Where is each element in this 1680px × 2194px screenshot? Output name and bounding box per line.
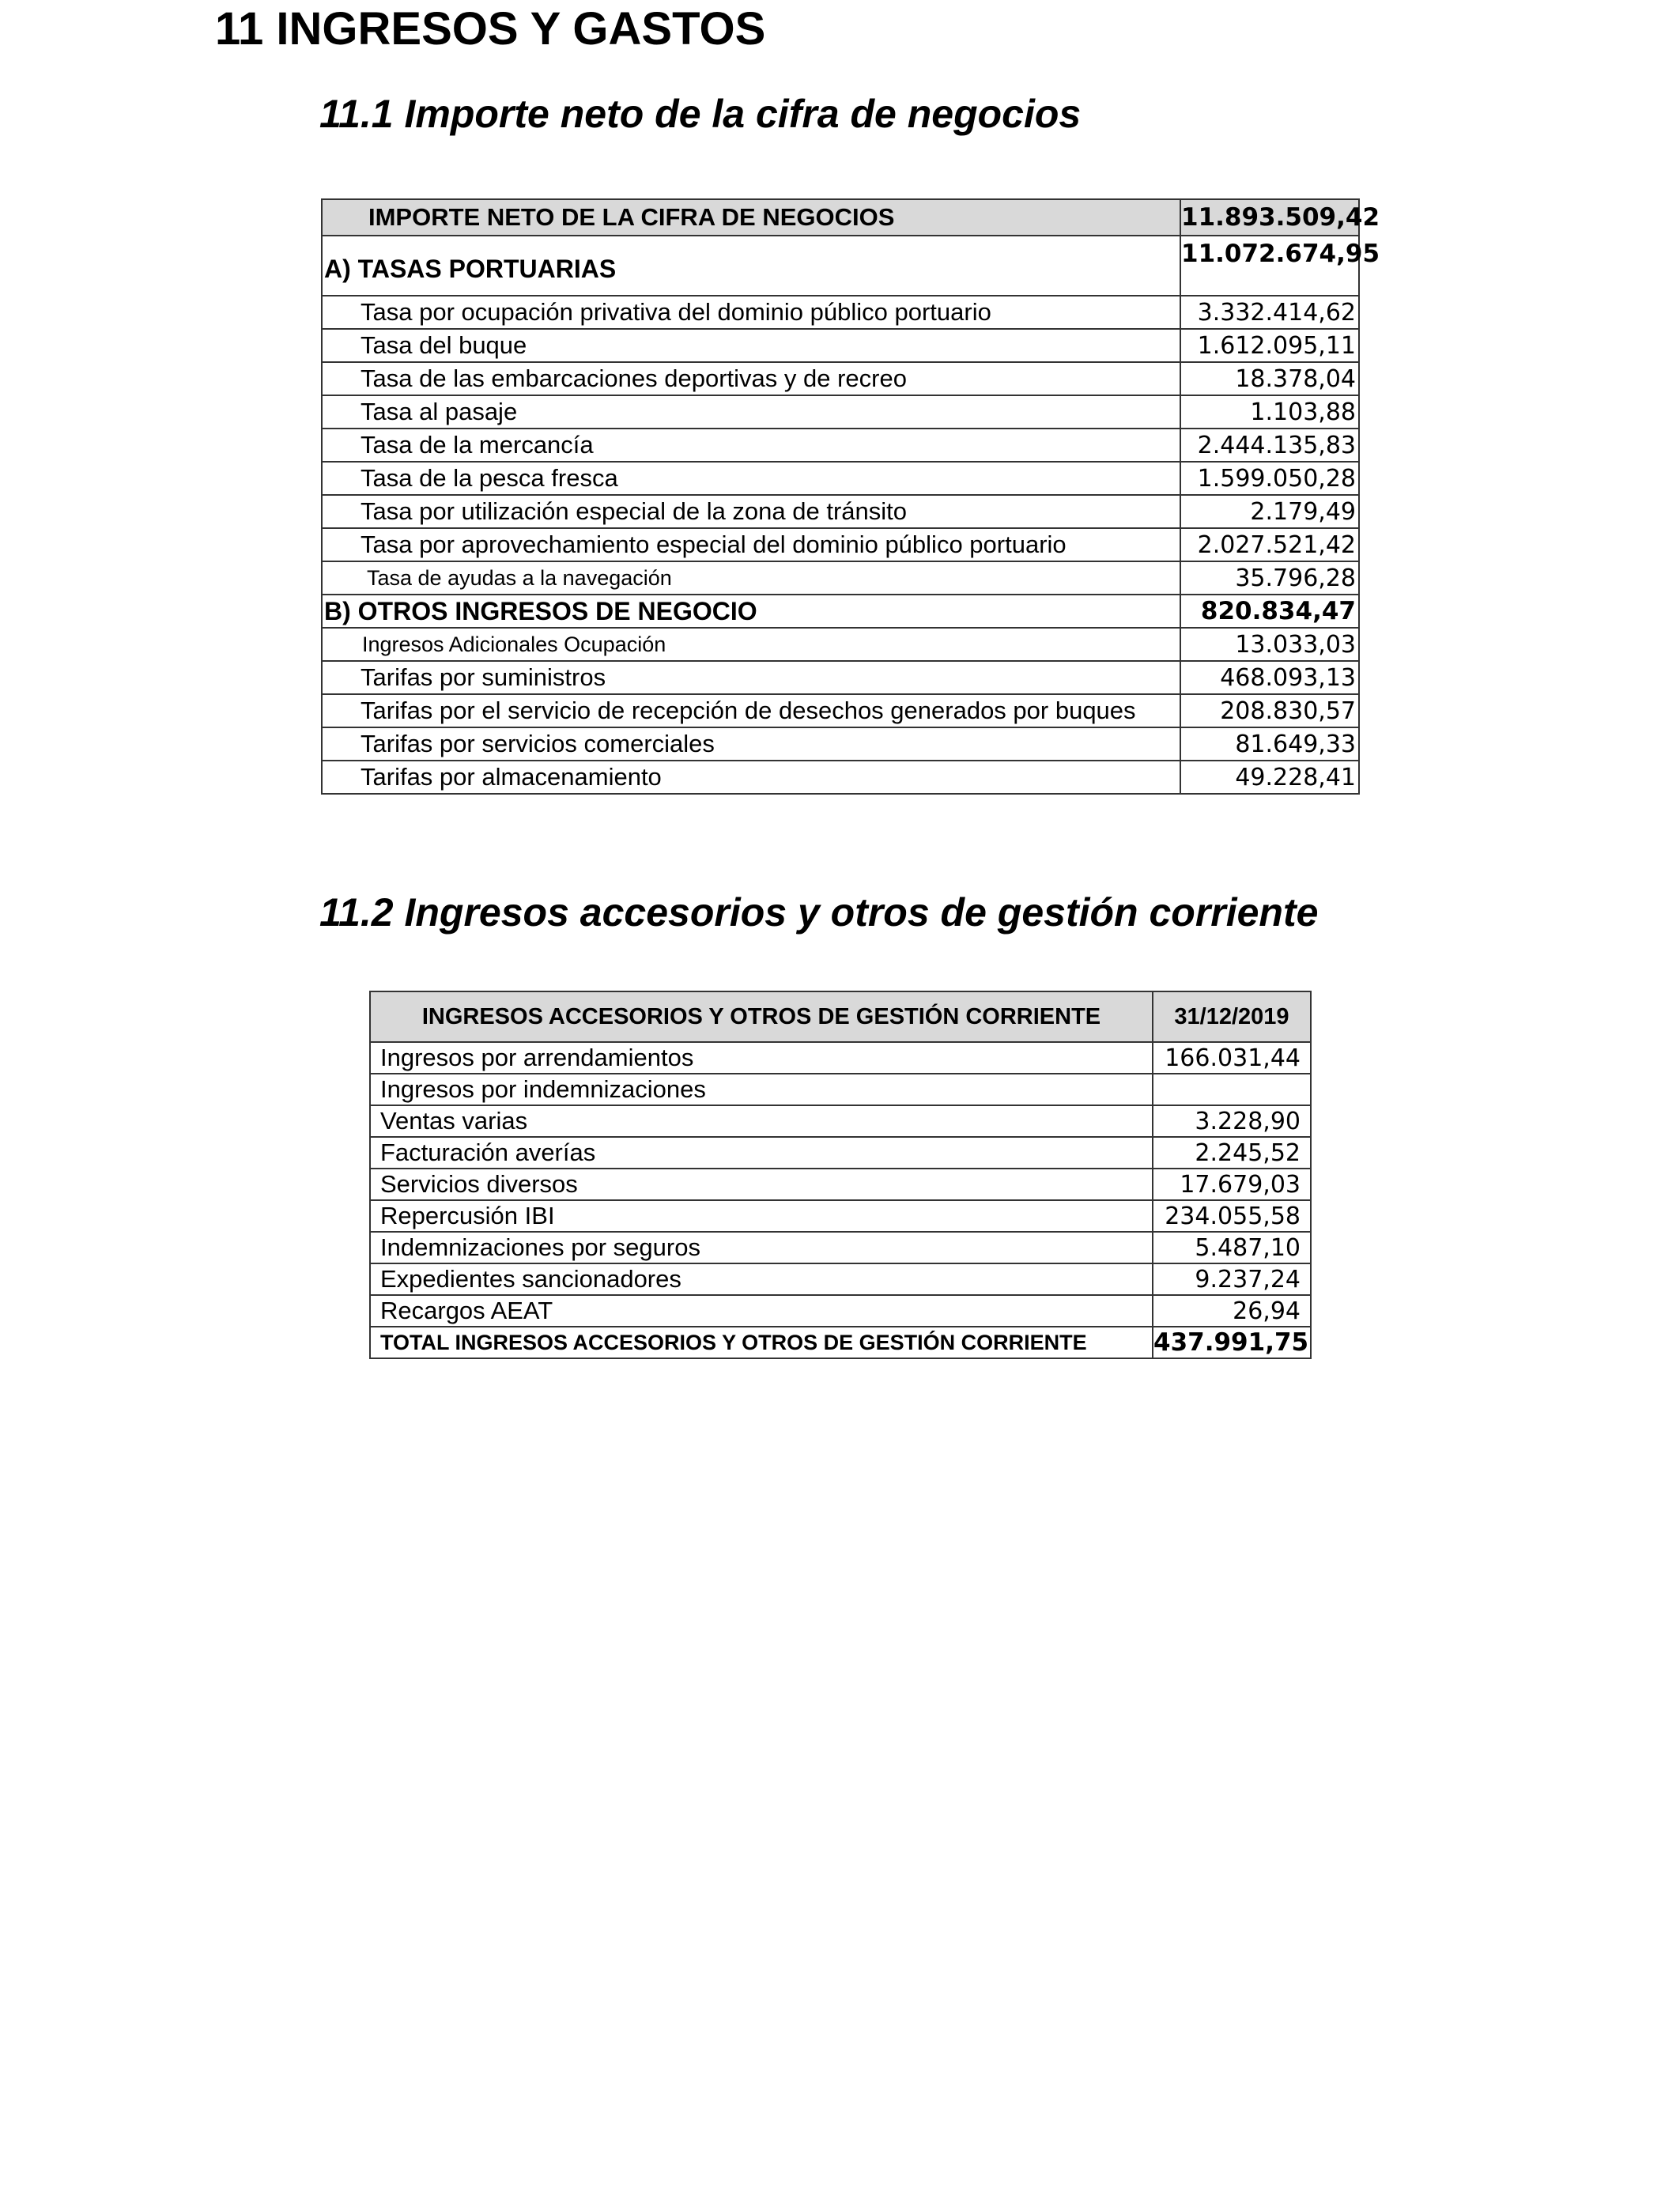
row-value: 9.237,24	[1153, 1263, 1311, 1295]
row-label: Tasa de ayudas a la navegación	[322, 561, 1180, 595]
table-row	[322, 495, 1359, 528]
row-value: 2.444.135,83	[1180, 429, 1359, 462]
table-row	[370, 1200, 1311, 1232]
header-date: 31/12/2019	[1153, 991, 1311, 1042]
table-row	[322, 429, 1359, 462]
row-label: Tarifas por el servicio de recepción de desechos generados por buques	[322, 694, 1180, 727]
row-label: Tasa por utilización especial de la zona de tránsito	[322, 495, 1180, 528]
table-row	[322, 296, 1359, 329]
row-value: 49.228,41	[1180, 761, 1359, 794]
row-value: 166.031,44	[1153, 1042, 1311, 1074]
table-row	[322, 694, 1359, 727]
table-row	[322, 329, 1359, 362]
row-label: Expedientes sancionadores	[370, 1263, 1153, 1295]
table-row	[370, 1042, 1311, 1074]
group-label: B) OTROS INGRESOS DE NEGOCIO	[322, 595, 1180, 628]
table-row	[322, 528, 1359, 561]
row-label: Recargos AEAT	[370, 1295, 1153, 1327]
row-label: Indemnizaciones por seguros	[370, 1232, 1153, 1263]
group-value: 11.072.674,95	[1180, 236, 1359, 296]
table-header-row	[322, 199, 1359, 236]
table-row	[322, 628, 1359, 661]
table-row	[322, 761, 1359, 794]
header-total-value: 11.893.509,42	[1180, 199, 1359, 236]
table-row	[370, 1263, 1311, 1295]
page-heading: 11 INGRESOS Y GASTOS	[215, 3, 766, 55]
row-value: 1.599.050,28	[1180, 462, 1359, 495]
row-value: 1.612.095,11	[1180, 329, 1359, 362]
row-value: 2.245,52	[1153, 1137, 1311, 1169]
row-value: 81.649,33	[1180, 727, 1359, 761]
table-row	[322, 727, 1359, 761]
table-row	[370, 1295, 1311, 1327]
table-row	[370, 1232, 1311, 1263]
row-value: 17.679,03	[1153, 1169, 1311, 1200]
row-label: Tasa de la mercancía	[322, 429, 1180, 462]
group-label: A) TASAS PORTUARIAS	[322, 236, 1180, 296]
table-row	[370, 1137, 1311, 1169]
row-value: 5.487,10	[1153, 1232, 1311, 1263]
table-row	[322, 362, 1359, 395]
row-label: Servicios diversos	[370, 1169, 1153, 1200]
group-row-port-fees	[322, 236, 1359, 296]
table-row	[322, 462, 1359, 495]
row-value: 2.179,49	[1180, 495, 1359, 528]
table-row	[370, 1074, 1311, 1105]
row-label: Tasa de la pesca fresca	[322, 462, 1180, 495]
net-revenue-table	[321, 198, 1380, 795]
row-label: Tarifas por servicios comerciales	[322, 727, 1180, 761]
row-label: Tasa al pasaje	[322, 395, 1180, 429]
row-value: 208.830,57	[1180, 694, 1359, 727]
header-label: IMPORTE NETO DE LA CIFRA DE NEGOCIOS	[322, 199, 1180, 236]
row-value	[1153, 1074, 1311, 1105]
row-value: 35.796,28	[1180, 561, 1359, 595]
row-value: 1.103,88	[1180, 395, 1359, 429]
group-row-other-business-income	[322, 595, 1359, 628]
row-label: Ingresos por indemnizaciones	[370, 1074, 1153, 1105]
row-label: Tarifas por suministros	[322, 661, 1180, 694]
row-label: Repercusión IBI	[370, 1200, 1153, 1232]
section-title-ancillary-income: 11.2 Ingresos accesorios y otros de gestión corriente	[319, 890, 1319, 935]
row-label: Ventas varias	[370, 1105, 1153, 1137]
row-label: Tasa por aprovechamiento especial del dominio público portuario	[322, 528, 1180, 561]
row-label: Ingresos por arrendamientos	[370, 1042, 1153, 1074]
table-row	[370, 1105, 1311, 1137]
row-value: 18.378,04	[1180, 362, 1359, 395]
group-value: 820.834,47	[1180, 595, 1359, 628]
section-title-net-revenue: 11.1 Importe neto de la cifra de negocios	[319, 92, 1082, 136]
table-row	[322, 661, 1359, 694]
row-value: 2.027.521,42	[1180, 528, 1359, 561]
row-label: Tasa del buque	[322, 329, 1180, 362]
ancillary-income-table	[369, 991, 1312, 1359]
total-row	[370, 1327, 1311, 1358]
row-label: Tasa por ocupación privativa del dominio público portuario	[322, 296, 1180, 329]
total-value: 437.991,75	[1153, 1327, 1311, 1358]
row-value: 3.332.414,62	[1180, 296, 1359, 329]
header-label: INGRESOS ACCESORIOS Y OTROS DE GESTIÓN CORRIENTE	[370, 991, 1153, 1042]
row-label: Ingresos Adicionales Ocupación	[322, 628, 1180, 661]
row-label: Tarifas por almacenamiento	[322, 761, 1180, 794]
table-header-row	[370, 991, 1311, 1042]
row-value: 468.093,13	[1180, 661, 1359, 694]
total-label: TOTAL INGRESOS ACCESORIOS Y OTROS DE GESTIÓN CORRIENTE	[370, 1327, 1153, 1358]
table-row	[322, 395, 1359, 429]
table-row	[370, 1169, 1311, 1200]
table-row	[322, 561, 1359, 595]
row-value: 234.055,58	[1153, 1200, 1311, 1232]
row-value: 13.033,03	[1180, 628, 1359, 661]
row-label: Tasa de las embarcaciones deportivas y de recreo	[322, 362, 1180, 395]
row-value: 26,94	[1153, 1295, 1311, 1327]
row-label: Facturación averías	[370, 1137, 1153, 1169]
row-value: 3.228,90	[1153, 1105, 1311, 1137]
